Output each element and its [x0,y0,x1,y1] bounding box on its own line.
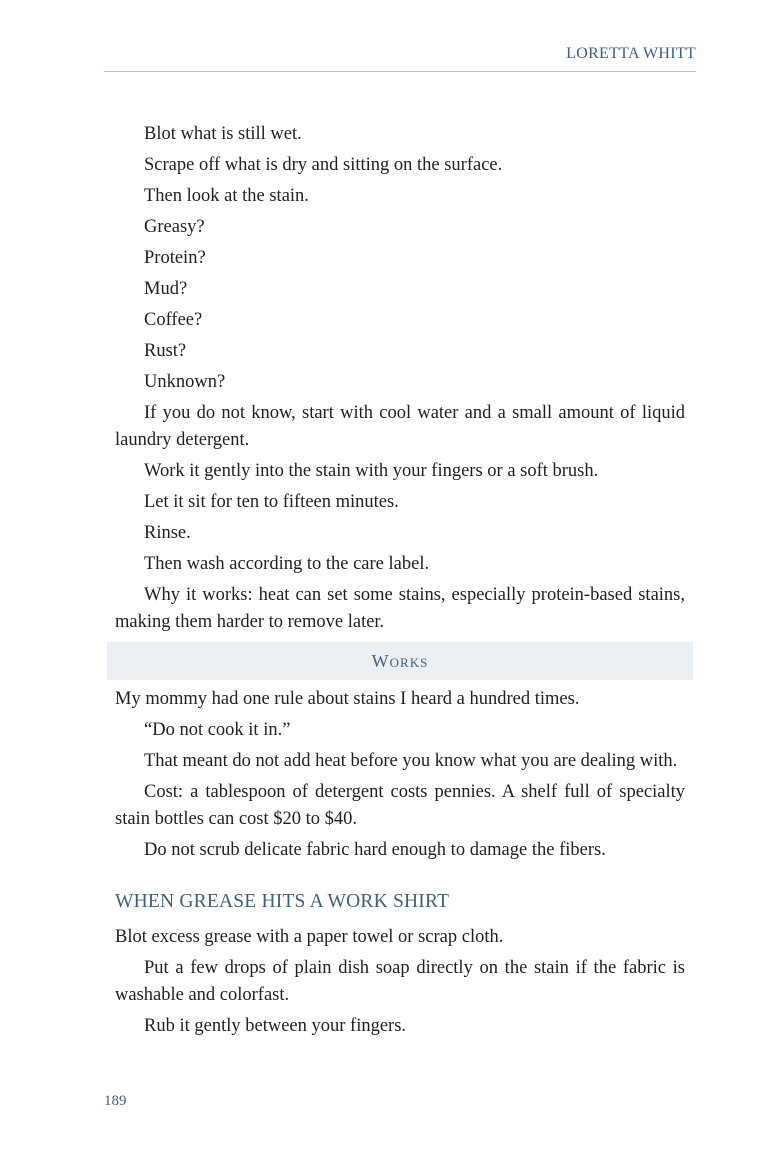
paragraph: Let it sit for ten to fifteen minutes. [144,492,399,512]
paragraph: Put a few drops of plain dish soap directly on the stain if the fabric is washable and colorfast. [115,958,685,1005]
paragraph: Why it works: heat can set some stains, especially protein-based stains, making them harder to remove later. [115,585,685,632]
paragraph: Mud? [144,279,188,299]
paragraph: “Do not cook it in.” [144,720,291,740]
paragraph: Unknown? [144,372,226,392]
paragraph: Then wash according to the care label. [144,554,430,574]
paragraph: Do not scrub delicate fabric hard enough to damage the fibers. [144,840,606,860]
paragraph: Rinse. [144,523,191,543]
paragraph: Blot excess grease with a paper towel or scrap cloth. [115,927,504,947]
page-number: 189 [104,1093,127,1109]
running-head: LORETTA WHITT [566,45,696,62]
page-body [115,121,685,1044]
paragraph: Protein? [144,248,206,268]
paragraph: My mommy had one rule about stains I heard a hundred times. [115,689,580,709]
paragraph: Then look at the stain. [144,186,309,206]
sidebar-heading: Works [107,642,693,680]
paragraph: Greasy? [144,217,205,237]
paragraph: Rust? [144,341,187,361]
header-rule [104,71,696,72]
paragraph: Cost: a tablespoon of detergent costs pennies. A shelf full of specialty stain bottles can cost $20 to $40. [115,782,685,829]
paragraph: Blot what is still wet. [144,124,302,144]
paragraph: Coffee? [144,310,203,330]
paragraph: Work it gently into the stain with your fingers or a soft brush. [144,461,599,481]
paragraph: That meant do not add heat before you know what you are dealing with. [144,751,678,771]
paragraph: Scrape off what is dry and sitting on the surface. [144,155,503,175]
paragraph: If you do not know, start with cool water and a small amount of liquid laundry detergent. [115,403,685,450]
paragraph: Rub it gently between your fingers. [144,1016,407,1036]
section-heading: WHEN GREASE HITS A WORK SHIRT [115,891,450,912]
